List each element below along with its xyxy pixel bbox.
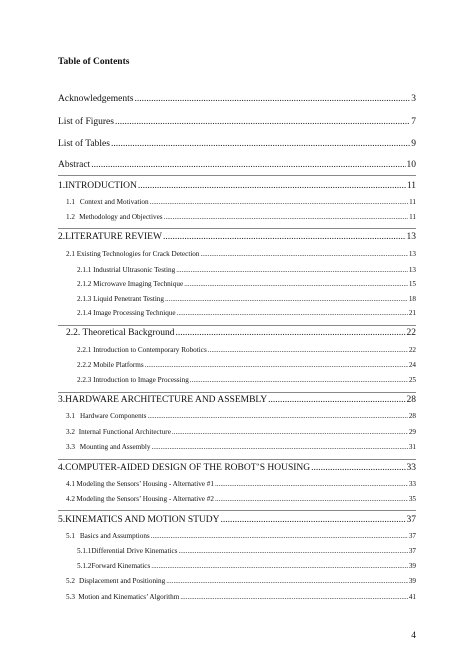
toc-entry-number: 3. (58, 395, 66, 405)
toc-entry[interactable] (58, 94, 416, 104)
toc-leader (150, 198, 408, 206)
toc-leader (221, 515, 406, 525)
toc-entry-number: 5. (58, 515, 66, 525)
toc-leader (91, 160, 405, 170)
toc-entry-page: 28 (406, 395, 416, 405)
toc-entry-page: 29 (408, 428, 416, 436)
toc-entry-label: COMPUTER-AIDED DESIGN OF THE ROBOT’S HOUSING (65, 463, 311, 473)
toc-entry[interactable] (77, 309, 416, 317)
toc-entry-page: 18 (408, 295, 416, 303)
toc-leader (176, 266, 408, 274)
toc-entry-page: 9 (411, 139, 416, 149)
toc-entry-label: List of Tables (58, 139, 110, 149)
toc-entry-label: Context and Motivation (79, 198, 149, 206)
toc-leader (151, 443, 407, 451)
divider (58, 175, 416, 176)
toc-entry-number: 1. (58, 181, 66, 191)
toc-entry[interactable] (58, 139, 416, 149)
toc-entry[interactable] (66, 328, 416, 338)
toc-entry-label: HARDWARE ARCHITECTURE AND ASSEMBLY (65, 395, 268, 405)
toc-leader (165, 295, 408, 303)
divider (58, 325, 416, 326)
toc-entry-label: List of Figures (58, 117, 114, 127)
toc-entry[interactable] (77, 376, 416, 384)
toc-entry-page: 37 (406, 515, 416, 525)
toc-entry-page: 11 (409, 198, 416, 206)
toc-leader (176, 328, 406, 338)
toc-entry-page: 10 (406, 160, 416, 170)
toc-entry[interactable] (77, 361, 416, 369)
toc-leader (166, 577, 408, 585)
toc-entry-label: Mounting and Assembly (79, 443, 151, 451)
toc-leader (147, 412, 407, 420)
toc-entry-page: 11 (406, 181, 416, 191)
toc-entry-label: 2.1 Existing Technologies for Crack Detection (66, 250, 200, 258)
toc-entry-label: Methodology and Objectives (79, 213, 163, 221)
toc-entry[interactable] (77, 346, 416, 354)
toc-entry-label: LITERATURE REVIEW (65, 232, 162, 242)
toc-leader (151, 562, 408, 570)
toc-entry[interactable] (58, 395, 416, 405)
toc-entry-page: 35 (408, 495, 416, 503)
toc-entry[interactable] (66, 593, 416, 601)
toc-leader (215, 480, 408, 488)
toc-entry-page: 28 (408, 412, 416, 420)
toc-entry[interactable] (77, 295, 416, 303)
toc-entry[interactable] (77, 266, 416, 274)
toc-entry-page: 37 (408, 532, 416, 540)
toc-entry-label: Modeling the Sensors’ Housing - Alternative #2 (76, 495, 214, 503)
toc-entry-page: 37 (408, 547, 416, 555)
divider (58, 459, 416, 460)
toc-entry[interactable] (77, 562, 416, 570)
toc-entry[interactable] (58, 232, 416, 242)
toc-entry-page: 11 (409, 213, 416, 221)
toc-entry-page: 39 (408, 577, 416, 585)
toc-entry-number: 4.1 (66, 480, 75, 488)
toc-entry-label: Motion and Kinematics’ Algorithm (78, 593, 180, 601)
toc-entry-label: INTRODUCTION (65, 181, 137, 191)
toc-leader (190, 376, 408, 384)
toc-entry[interactable] (66, 443, 416, 451)
toc-entry-page: 13 (408, 250, 416, 258)
divider (58, 510, 416, 511)
toc-entry-number: 1.2 (66, 213, 75, 221)
page-number: 4 (411, 631, 416, 641)
toc-entry-label: Differential Drive Kinematics (91, 547, 178, 555)
toc-entry-label: Internal Functional Architecture (78, 428, 171, 436)
toc-entry-label: Hardware Components (80, 412, 147, 420)
toc-entry-label: 2.1.1 Industrial Ultrasonic Testing (77, 266, 176, 274)
toc-entry[interactable] (58, 160, 416, 170)
toc-entry-page: 13 (408, 266, 416, 274)
toc-entry-number: 5.1.1 (77, 547, 92, 555)
toc-entry-page: 41 (408, 593, 416, 601)
toc-leader (172, 428, 408, 436)
toc-entry-number: 4.2 (66, 495, 75, 503)
toc-entry-number: 1.1 (66, 198, 75, 206)
toc-entry-page: 33 (408, 480, 416, 488)
toc-entry-label: KINEMATICS AND MOTION STUDY (65, 515, 220, 525)
toc-entry[interactable] (66, 412, 416, 420)
toc-entry-page: 7 (411, 117, 416, 127)
toc-leader (164, 213, 408, 221)
toc-entry-label: 2.2.2 Mobile Platforms (77, 361, 144, 369)
toc-entry-page: 31 (408, 443, 416, 451)
toc-leader (163, 232, 406, 242)
toc-leader (208, 346, 408, 354)
toc-leader (311, 463, 405, 473)
toc-entry-label: 2.1.2 Microwave Imaging Technique (77, 280, 184, 288)
toc-leader (134, 94, 410, 104)
toc-leader (151, 532, 408, 540)
toc-leader (184, 280, 408, 288)
toc-leader (145, 361, 408, 369)
toc-entry-number: 3.2 (66, 428, 75, 436)
toc-title: Table of Contents (58, 57, 130, 67)
toc-leader (178, 547, 407, 555)
toc-entry-label: Basics and Assumptions (79, 532, 150, 540)
toc-entry[interactable] (58, 515, 416, 525)
toc-entry-label: 2.2.3 Introduction to Image Processing (77, 376, 189, 384)
toc-entry-page: 22 (406, 328, 416, 338)
toc-entry[interactable] (58, 181, 416, 191)
toc-entry-number: 5.1 (66, 532, 75, 540)
toc-entry-page: 22 (408, 346, 416, 354)
toc-entry-label: Modeling the Sensors’ Housing - Alternative #1 (76, 480, 214, 488)
toc-entry-number: 4. (58, 463, 66, 473)
toc-entry[interactable] (66, 428, 416, 436)
toc-leader (115, 117, 410, 127)
toc-leader (138, 181, 406, 191)
toc-entry-page: 25 (408, 376, 416, 384)
toc-entry-label: 2.2. Theoretical Background (66, 328, 175, 338)
toc-entry[interactable] (66, 250, 416, 258)
toc-entry-page: 39 (408, 562, 416, 570)
divider (58, 392, 416, 393)
toc-entry-label: Forward Kinematics (91, 562, 151, 570)
toc-leader (201, 250, 408, 258)
toc-entry-page: 13 (406, 232, 416, 242)
toc-entry[interactable] (66, 495, 416, 503)
toc-entry-number: 3.3 (66, 443, 75, 451)
toc-leader (215, 495, 408, 503)
toc-leader (111, 139, 410, 149)
toc-entry-page: 21 (408, 309, 416, 317)
toc-entry[interactable] (77, 280, 416, 288)
toc-entry-number: 3.1 (66, 412, 75, 420)
toc-entry-label: 2.1.3 Liquid Penetrant Testing (77, 295, 164, 303)
toc-entry-number: 2. (58, 232, 66, 242)
toc-entry-page: 33 (406, 463, 416, 473)
toc-entry[interactable] (66, 480, 416, 488)
toc-entry[interactable] (66, 532, 416, 540)
toc-entry[interactable] (58, 463, 416, 473)
toc-entry-page: 15 (408, 280, 416, 288)
toc-entry-label: 2.2.1 Introduction to Contemporary Robotics (77, 346, 207, 354)
toc-entry-page: 24 (408, 361, 416, 369)
toc-entry[interactable] (66, 213, 416, 221)
toc-leader (180, 593, 408, 601)
toc-entry-label: 2.1.4 Image Processing Technique (77, 309, 176, 317)
toc-entry-page: 3 (411, 94, 416, 104)
toc-entry[interactable] (77, 547, 416, 555)
divider (58, 228, 416, 229)
toc-leader (268, 395, 405, 405)
toc-entry[interactable] (58, 117, 416, 127)
toc-entry-label: Acknowledgements (58, 94, 134, 104)
toc-leader (177, 309, 408, 317)
toc-entry-label: Displacement and Positioning (79, 577, 166, 585)
toc-entry-number: 5.3 (66, 593, 75, 601)
toc-entry[interactable] (66, 198, 416, 206)
toc-entry-number: 5.1.2 (77, 562, 92, 570)
toc-entry-number: 5.2 (66, 577, 75, 585)
toc-entry[interactable] (66, 577, 416, 585)
toc-entry-label: Abstract (58, 160, 91, 170)
